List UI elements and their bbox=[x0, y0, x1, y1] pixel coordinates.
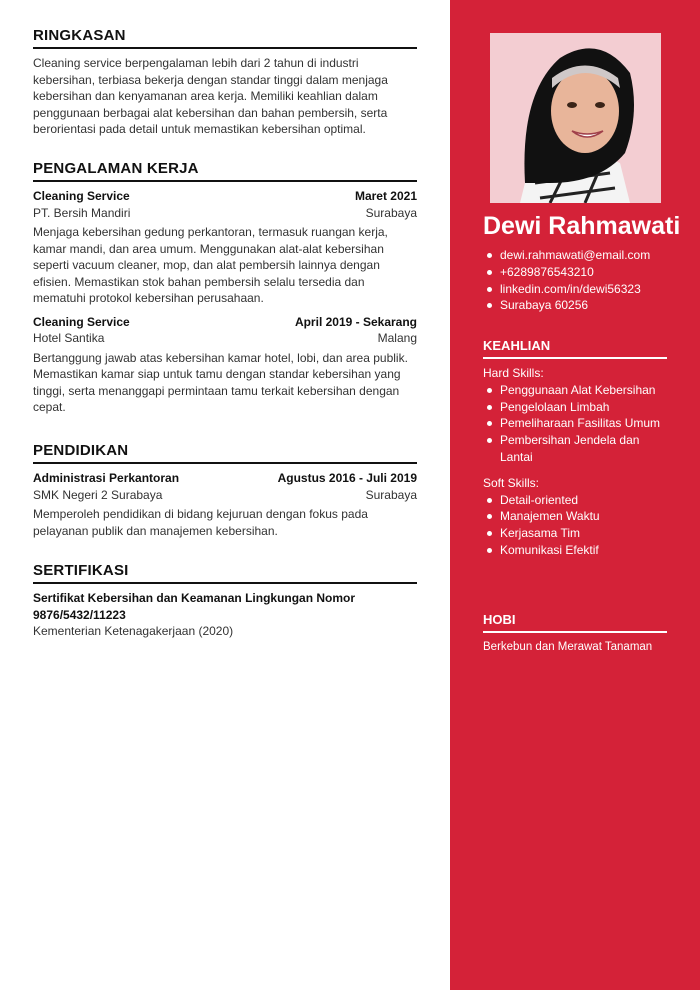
sidebar bbox=[450, 0, 700, 990]
section-title: PENDIDIKAN bbox=[33, 442, 417, 464]
job-description: Bertanggung jawab atas kebersihan kamar hotel, lobi, dan area publik. Memastikan kamar siap untuk tamu dengan standar kebersihan yang tinggi, serta menanggapi permintaan tamu terkait kebersihan dengan cepat. bbox=[33, 350, 408, 414]
summary-section bbox=[33, 27, 417, 138]
skills-section bbox=[483, 338, 667, 568]
profile-name: Dewi Rahmawati bbox=[483, 212, 681, 240]
skill-item: Pembersihan Jendela dan Lantai bbox=[483, 432, 667, 466]
edu-location: Surabaya bbox=[365, 487, 417, 502]
skill-item: Pengelolaan Limbah bbox=[483, 399, 667, 416]
section-title: RINGKASAN bbox=[33, 27, 417, 49]
contact-phone: +6289876543210 bbox=[483, 264, 650, 281]
section-title: PENGALAMAN KERJA bbox=[33, 160, 417, 182]
job-role: Cleaning Service bbox=[33, 189, 130, 203]
portrait-icon bbox=[490, 33, 661, 203]
job-location: Malang bbox=[377, 331, 417, 345]
job-company: PT. Bersih Mandiri bbox=[33, 205, 131, 220]
cert-name: Sertifikat Kebersihan dan Keamanan Lingkungan Nomor 9876/5432/11223 bbox=[33, 591, 356, 622]
experience-entry bbox=[33, 314, 417, 416]
profile-photo bbox=[490, 33, 661, 203]
job-location: Surabaya bbox=[365, 205, 417, 220]
contact-address: Surabaya 60256 bbox=[483, 297, 650, 314]
hobby-text: Berkebun dan Merawat Tanaman bbox=[483, 641, 653, 653]
edu-date: Agustus 2016 - Juli 2019 bbox=[277, 471, 417, 485]
skill-item: Komunikasi Efektif bbox=[483, 542, 667, 559]
job-date: April 2019 - Sekarang bbox=[294, 314, 417, 329]
job-date: Maret 2021 bbox=[354, 189, 417, 203]
contact-email: dewi.rahmawati@email.com bbox=[483, 247, 650, 264]
hard-skills-list bbox=[483, 382, 667, 466]
section-title: KEAHLIAN bbox=[483, 338, 667, 359]
job-description: Menjaga kebersihan gedung perkantoran, termasuk ruangan kerja, kamar mandi, dan area umum. Menggunakan alat-alat kebersihan seperti vacuum cleaner, mop, dan alat pembersih lainnya dengan efisien. Memastikan stok bahan pembersih selalu tersedia dan mematuhi protokol kebersihan perusahaan. bbox=[33, 225, 388, 305]
edu-major: Administrasi Perkantoran bbox=[33, 471, 180, 485]
experience-entry bbox=[33, 188, 417, 307]
experience-section bbox=[33, 160, 417, 423]
hobby-section bbox=[483, 612, 667, 655]
skill-item: Kerjasama Tim bbox=[483, 525, 667, 542]
soft-skills-list bbox=[483, 492, 667, 559]
skill-item: Detail-oriented bbox=[483, 492, 667, 509]
edu-description: Memperoleh pendidikan di bidang kejuruan dengan fokus pada pelayanan publik dan manajemen kebersihan. bbox=[33, 507, 368, 538]
soft-skills-label: Soft Skills: bbox=[483, 475, 540, 490]
skill-item: Pemeliharaan Fasilitas Umum bbox=[483, 415, 667, 432]
job-role: Cleaning Service bbox=[33, 314, 130, 329]
job-company: Hotel Santika bbox=[33, 331, 105, 345]
skill-item: Penggunaan Alat Kebersihan bbox=[483, 382, 667, 399]
edu-school: SMK Negeri 2 Surabaya bbox=[33, 487, 163, 502]
education-section bbox=[33, 442, 417, 546]
section-title: SERTIFIKASI bbox=[33, 562, 417, 584]
contact-linkedin: linkedin.com/in/dewi56323 bbox=[483, 281, 650, 298]
hard-skills-label: Hard Skills: bbox=[483, 366, 544, 380]
certification-section bbox=[33, 562, 417, 640]
summary-text: Cleaning service berpengalaman lebih dari 2 tahun di industri kebersihan, terbiasa bekerja dengan standar tinggi dalam menjaga kebersihan dan kenyamanan area kerja. Memiliki keahlian dalam penggunaan berbagai alat kebersihan dan bahan pembersih, serta berorientasi pada detail untuk memastikan kebersihan optimal. bbox=[33, 56, 388, 136]
education-entry bbox=[33, 470, 417, 539]
contact-list bbox=[483, 247, 650, 314]
section-title: HOBI bbox=[483, 612, 667, 633]
cert-issuer: Kementerian Ketenagakerjaan (2020) bbox=[33, 624, 234, 638]
skill-item: Manajemen Waktu bbox=[483, 508, 667, 525]
